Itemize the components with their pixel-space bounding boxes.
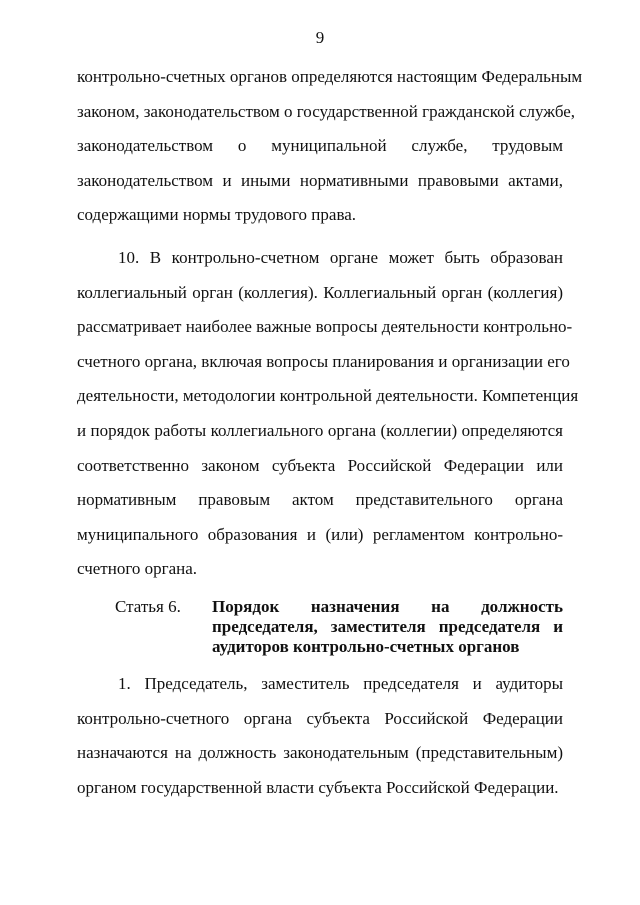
article-title-line: аудиторов контрольно-счетных органов bbox=[212, 637, 520, 656]
text-line: органом государственной власти субъекта Российской Федерации. bbox=[77, 777, 559, 797]
text-line: 1. Председатель, заместитель председателя и аудиторы bbox=[118, 674, 563, 693]
text-line: деятельности, методологии контрольной деятельности. Компетенция bbox=[77, 386, 579, 406]
text-line: счетного органа. bbox=[77, 559, 198, 579]
text-line: нормативным правовым актом представительного органа bbox=[77, 490, 563, 510]
text-line: законодательством и иными нормативными правовыми актами, bbox=[77, 170, 563, 190]
text-line: законодательством о муниципальной службе, трудовым bbox=[77, 136, 563, 156]
text-line: содержащими нормы трудового права. bbox=[77, 205, 357, 225]
text-line: соответственно законом субъекта Российской Федерации или bbox=[77, 455, 563, 475]
text-line: контрольно-счетного органа субъекта Российской Федерации bbox=[77, 708, 563, 728]
text-line: законом, законодательством о государственной гражданской службе, bbox=[77, 101, 576, 121]
article-title-line: председателя, заместителя председателя и bbox=[212, 617, 563, 636]
text-line: муниципального образования и (или) регламентом контрольно- bbox=[77, 524, 563, 544]
article-title-line: Порядок назначения на должность bbox=[212, 597, 563, 616]
text-line: 10. В контрольно-счетном органе может быть образован bbox=[118, 248, 563, 267]
article-title bbox=[212, 597, 563, 657]
text-line: назначаются на должность законодательным (представительным) bbox=[77, 743, 563, 763]
text-line: контрольно-счетных органов определяются настоящим Федеральным bbox=[77, 67, 583, 86]
text-line: рассматривает наиболее важные вопросы деятельности контрольно- bbox=[77, 317, 573, 337]
paragraph-1 bbox=[77, 667, 563, 805]
paragraph-10 bbox=[77, 241, 579, 587]
paragraph-continuation bbox=[77, 60, 583, 233]
article-label: Статья 6. bbox=[115, 597, 181, 616]
text-line: счетного органа, включая вопросы планирования и организации его bbox=[77, 351, 570, 371]
text-line: коллегиальный орган (коллегия). Коллегиальный орган (коллегия) bbox=[77, 282, 563, 302]
page-number: 9 bbox=[315, 28, 325, 47]
text-line: и порядок работы коллегиального органа (коллегии) определяются bbox=[77, 420, 563, 440]
